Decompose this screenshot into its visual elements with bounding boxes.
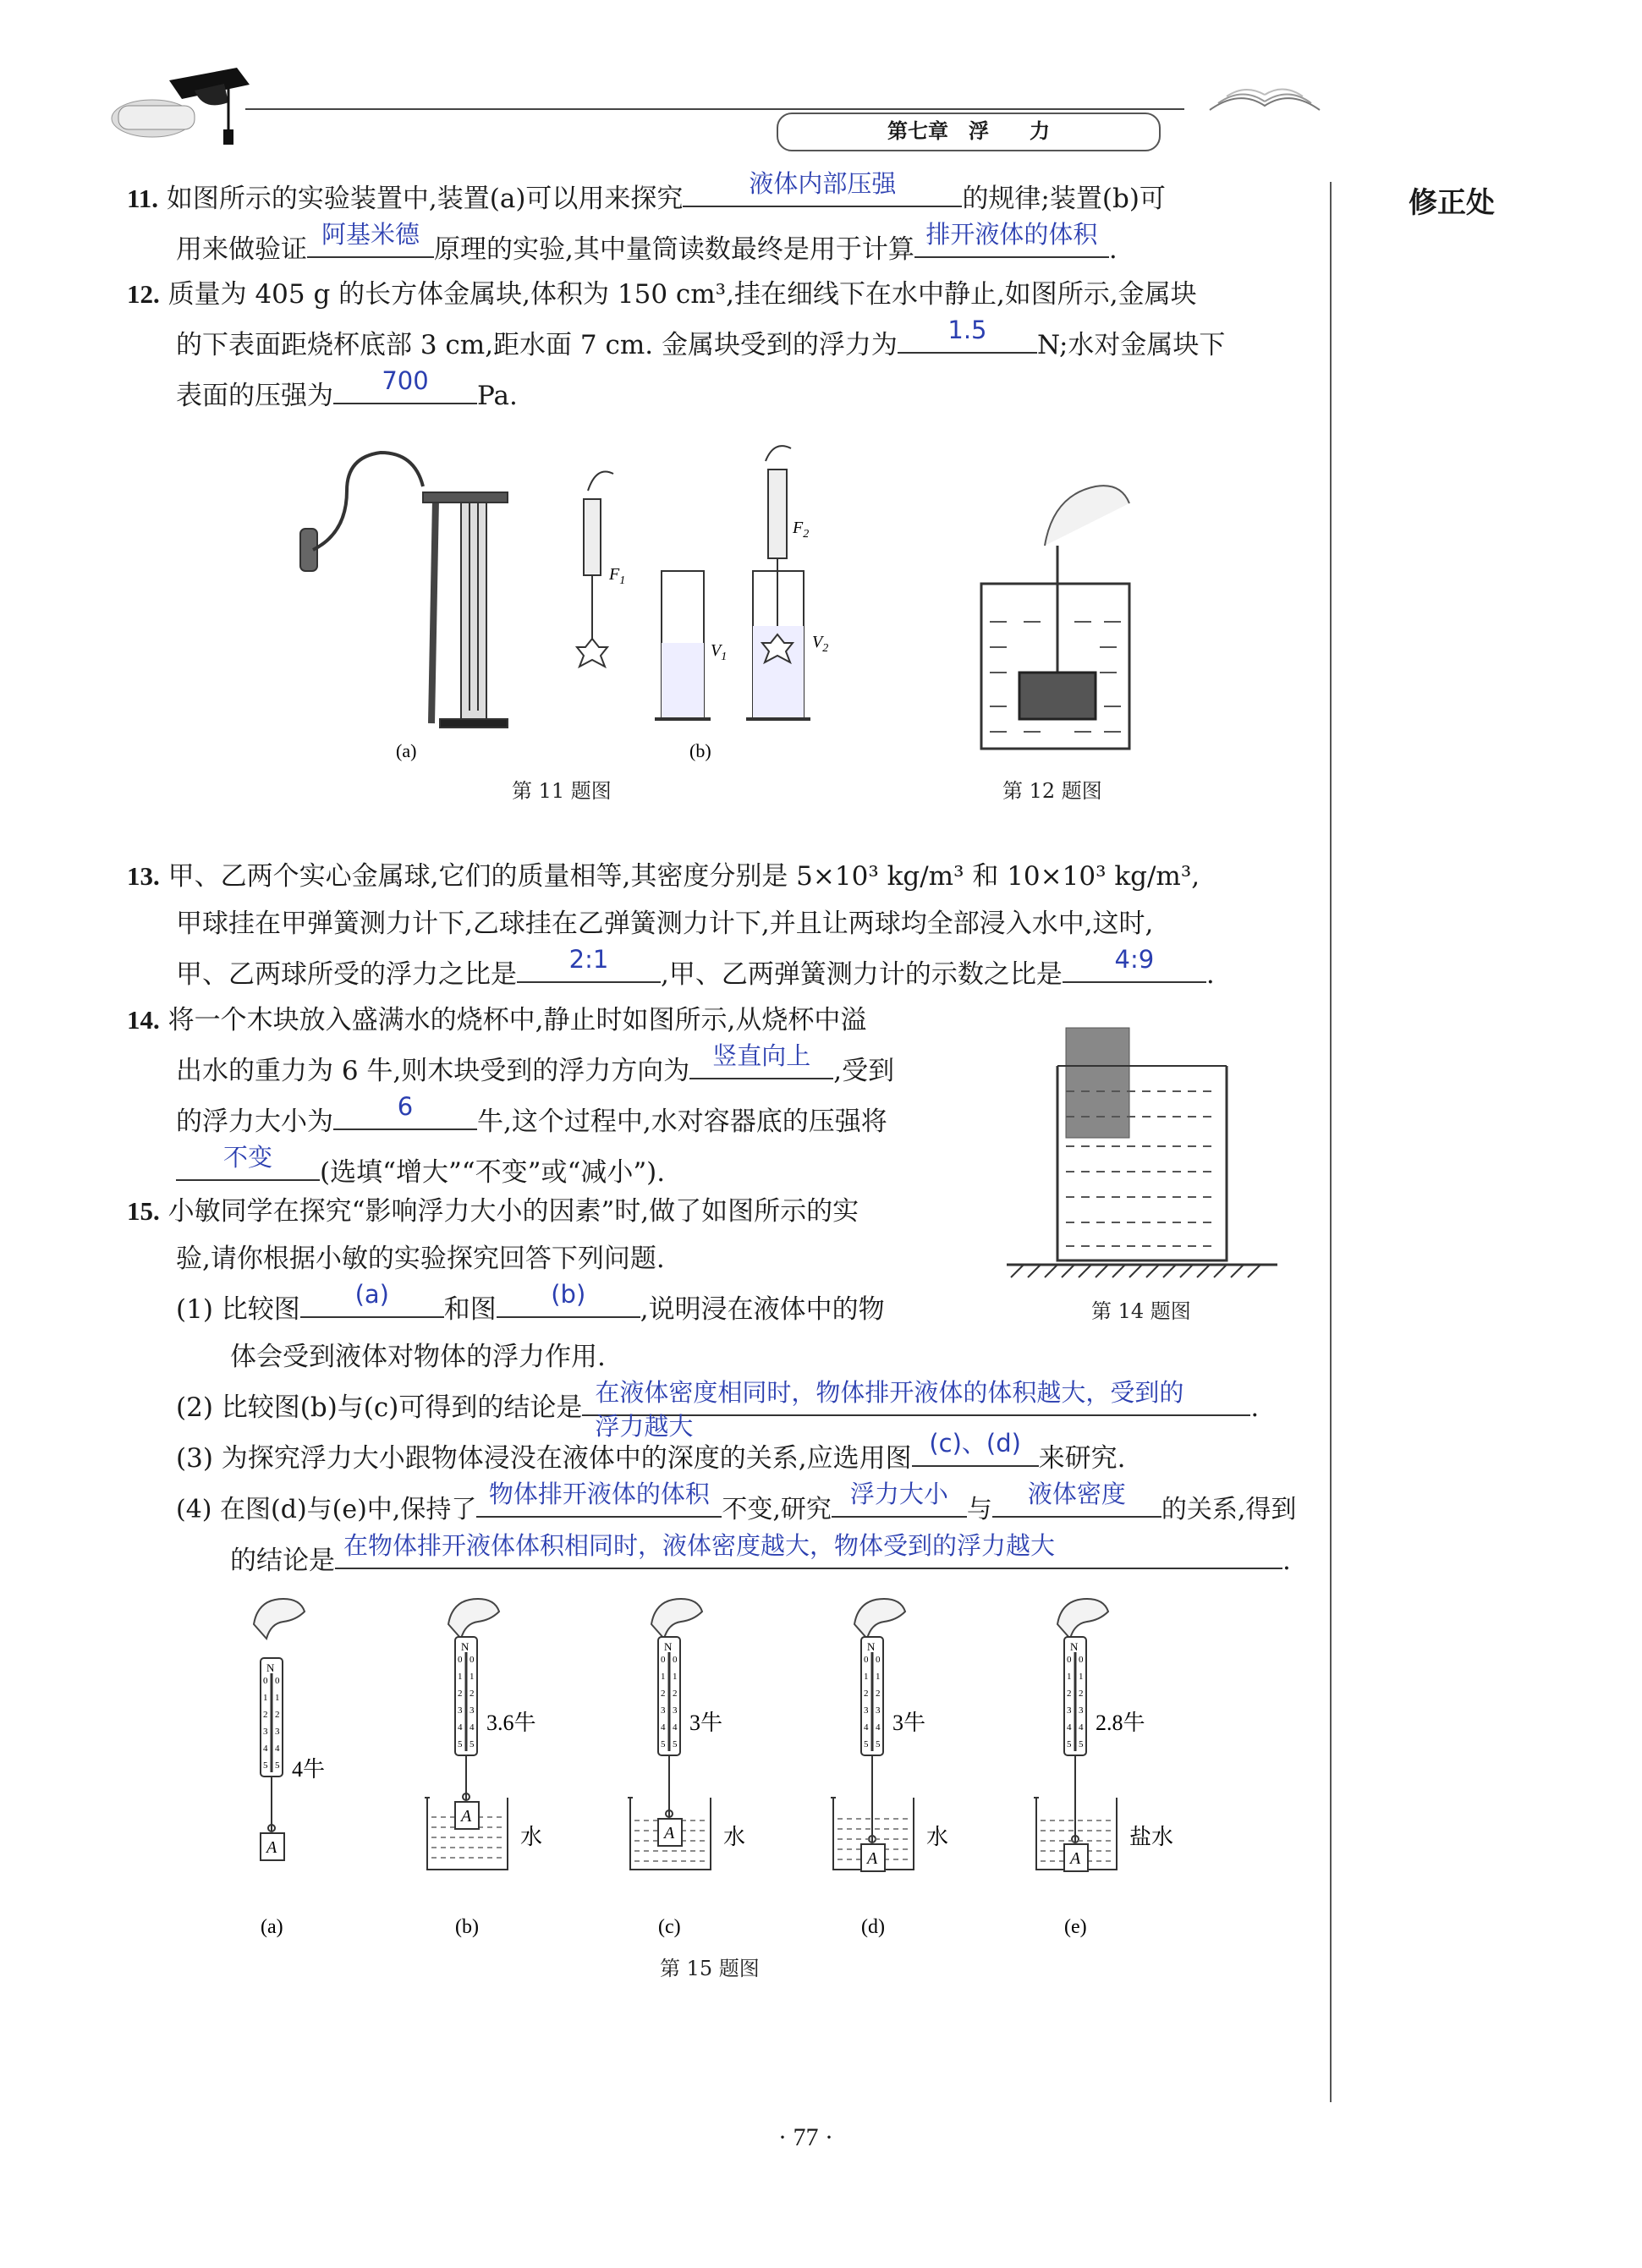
question-14: 14. 将一个木块放入盛满水的烧杯中,静止时如图所示,从烧杯中溢 出水的重力为 6 牛,则木块受到的浮力方向为 竖直向上 ,受到 的浮力大小为 6 牛,这个过程中,水对容器底的压强将 不变 (选填“增大”“不变”或“减小”). [127,1005,895,1188]
block-label: A [461,1807,472,1826]
scale-tick-label: 5 [673,1739,678,1749]
scale-tick-label: 2 [275,1710,280,1720]
scale-reading: 2.8牛 [1096,1711,1145,1735]
scale-tick-label: 5 [876,1739,881,1749]
experiment-panel-a [254,1599,325,1938]
scale-tick-label: 3 [275,1727,280,1737]
liquid-label: 水 [926,1825,949,1849]
wood-block [1066,1028,1129,1138]
spring-scale-f1 [577,472,613,667]
scale-tick-label: 0 [1079,1655,1084,1665]
answer-blank[interactable]: 4:9 [1063,947,1206,983]
scale-tick-label: 4 [470,1722,475,1733]
scale-tick-label: 0 [263,1676,268,1686]
answer-blank[interactable]: 在物体排开液体体积相同时，液体密度越大，物体受到的浮力越大 [335,1534,1282,1569]
liquid-label: 水 [520,1825,543,1849]
margin-title: 修正处 [1409,186,1495,220]
answer-blank[interactable]: 2:1 [517,947,661,983]
question-number: 11. [127,184,159,213]
scale-tick-label: 5 [458,1739,463,1749]
scale-tick-label: 1 [1067,1672,1072,1682]
scale-tick-label: 1 [275,1693,280,1703]
scale-tick-label: 4 [275,1744,280,1754]
figure-15 [220,1590,1235,1946]
scale-tick-label: 3 [876,1705,881,1716]
block-label: A [266,1838,277,1857]
scale-tick-label: 5 [263,1760,268,1771]
scale-tick-label: 5 [1067,1739,1072,1749]
answer-blank[interactable]: 700 [333,369,477,404]
scale-tick-label: 3 [1067,1705,1072,1716]
scale-tick-label: 4 [458,1722,463,1733]
scale-tick-label: 0 [661,1655,666,1665]
answer-blank[interactable]: 6 [333,1095,477,1130]
chapter-title-box [777,113,1161,151]
answer-blank[interactable]: (a) [300,1282,444,1318]
scale-reading: 3牛 [689,1711,723,1735]
scale-tick-label: 1 [661,1672,666,1682]
header-book-icon [1201,68,1328,118]
scale-unit-label: N [664,1640,673,1653]
hand-icon [448,1599,499,1639]
scale-tick-label: 1 [470,1672,475,1682]
scale-tick-label: 4 [673,1722,678,1733]
experiment-panel-e [1034,1599,1173,1938]
manometer [300,453,508,728]
scale-unit-label: N [867,1640,876,1653]
figure-12-caption: 第 12 题图 [1002,779,1102,803]
chapter-title: 第七章 浮 力 [887,118,1050,143]
metal-block [1019,673,1096,719]
scale-unit-label: N [266,1661,275,1674]
margin-divider [1330,182,1332,2102]
scale-tick-label: 5 [1079,1739,1084,1749]
scale-reading: 4牛 [292,1757,326,1782]
answer-blank[interactable]: 排开液体的体积 [914,222,1109,258]
figure-15-caption: 第 15 题图 [660,1957,760,1980]
question-15: 15. 小敏同学在探究“影响浮力大小的因素”时,做了如图所示的实 验,请你根据小敏的实验探究回答下列问题. (1) 比较图 (a) 和图 (b) ,说明浸在液体中的物 体会受到液体对物体的浮力作用. (2) 比较图(b)与(c)可得到的结论是 在液体密度相同时，物体排开液体的体积越大，受到的 浮力越大 . (3) 为探究浮力大小跟物体浸没在液体中的深度的关系,应选用图 (c)、(d) 来研究. (4) 在图(d)与(e)中,保持了 物体排开液体的体积 不变,研究 浮力大小 与 液体密度 的关系,得到 的结论是 在物体排开液体体积相同时，液体密度越大，物体受到的浮力越大 . [127,1196,1297,1576]
figure-11-drawing [296,440,837,812]
hand-icon [651,1599,702,1639]
scale-tick-label: 3 [864,1705,869,1716]
panel-label: (d) [861,1916,885,1938]
figure-14-caption: 第 14 题图 [1091,1299,1191,1323]
scale-reading: 3牛 [892,1711,926,1735]
scale-tick-label: 0 [876,1655,881,1665]
scale-tick-label: 2 [470,1689,475,1699]
experiment-panel-d [831,1599,948,1938]
scale-tick-label: 4 [1067,1722,1072,1733]
hand-icon [1057,1599,1108,1639]
scale-tick-label: 1 [1079,1672,1084,1682]
figure-11 [296,440,837,812]
question-number: 15. [127,1196,160,1226]
answer-blank[interactable]: (c)、(d) [912,1431,1039,1467]
question-number: 13. [127,861,160,891]
label-a: (a) [396,740,417,761]
scale-tick-label: 3 [470,1705,475,1716]
scale-tick-label: 3 [1079,1705,1084,1716]
block-label: A [867,1849,878,1868]
scale-tick-label: 5 [275,1760,280,1771]
graduated-cylinder-v2 [746,446,810,719]
answer-blank[interactable]: (b) [497,1282,640,1318]
scale-tick-label: 0 [470,1655,475,1665]
answer-blank[interactable]: 1.5 [898,318,1037,354]
scale-tick-label: 4 [263,1744,268,1754]
liquid-label: 水 [723,1825,746,1849]
answer-blank[interactable]: 竖直向上 [689,1044,833,1079]
svg-text:V1: $V_1$ [711,641,728,663]
scale-reading: 3.6牛 [486,1711,536,1735]
scale-tick-label: 2 [263,1710,268,1720]
scale-tick-label: 2 [458,1689,463,1699]
answer-blank[interactable]: 液体内部压强 [683,172,962,207]
scale-tick-label: 2 [661,1689,666,1699]
scale-tick-label: 5 [864,1739,869,1749]
block-label: A [664,1824,675,1842]
scale-tick-label: 3 [263,1727,268,1737]
scale-tick-label: 2 [673,1689,678,1699]
liquid-label: 盐水 [1129,1825,1174,1849]
scale-tick-label: 1 [673,1672,678,1682]
answer-blank[interactable]: 物体排开液体的体积 [476,1482,722,1518]
question-11: 11. 如图所示的实验装置中,装置(a)可以用来探究 液体内部压强 的规律;装置(b)可 用来做验证 阿基米德 原理的实验,其中量筒读数最终是用于计算 排开液体的体积 . [127,169,1166,265]
hand-icon [854,1599,905,1639]
panel-label: (b) [455,1916,479,1938]
question-13: 13. 甲、乙两个实心金属球,它们的质量相等,其密度分别是 5×10³ kg/m³ 和 10×10³ kg/m³, 甲球挂在甲弹簧测力计下,乙球挂在乙弹簧测力计下,并且让两球均全部浸入水中,这时, 甲、乙两球所受的浮力之比是 2:1 ,甲、乙两弹簧测力计的示数之比是 4:9 . [127,861,1215,990]
graduated-cylinder-v1 [655,571,711,719]
scale-tick-label: 3 [673,1705,678,1716]
answer-blank[interactable]: 阿基米德 [307,222,434,258]
figure-12 [973,478,1193,766]
scale-tick-label: 2 [876,1689,881,1699]
header-logo [102,47,262,148]
panel-label: (c) [658,1916,681,1938]
answer-blank[interactable]: 浮力大小 [832,1482,967,1518]
scale-unit-label: N [1070,1640,1079,1653]
scale-tick-label: 5 [470,1739,475,1749]
scale-tick-label: 0 [864,1655,869,1665]
scale-tick-label: 4 [1079,1722,1084,1733]
panel-label: (a) [261,1916,283,1938]
experiment-panel-c [628,1599,745,1938]
scale-tick-label: 1 [263,1693,268,1703]
label-b: (b) [689,740,711,761]
experiment-panel-b [425,1599,542,1938]
svg-text:F1: $F_1$ [609,565,626,587]
page-number: · 77 · [778,2123,833,2151]
answer-blank[interactable]: 不变 [176,1145,320,1181]
svg-text:F2: $F_2$ [793,519,810,541]
figure-11-caption: 第 11 题图 [512,779,612,803]
scale-tick-label: 0 [1067,1655,1072,1665]
figure-15-drawing [220,1590,1235,1946]
scale-tick-label: 1 [864,1672,869,1682]
scale-tick-label: 2 [1067,1689,1072,1699]
header-rule [245,108,1184,110]
answer-blank[interactable]: 液体密度 [992,1482,1161,1518]
scale-tick-label: 4 [661,1722,666,1733]
scale-tick-label: 2 [864,1689,869,1699]
scale-tick-label: 0 [673,1655,678,1665]
answer-blank[interactable]: 在液体密度相同时，物体排开液体的体积越大，受到的 浮力越大 [582,1381,1250,1416]
scale-tick-label: 3 [661,1705,666,1716]
scale-tick-label: 4 [864,1722,869,1733]
block-label: A [1070,1849,1081,1868]
scale-tick-label: 0 [275,1676,280,1686]
question-12: 12. 质量为 405 g 的长方体金属块,体积为 150 cm³,挂在细线下在水中静止,如图所示,金属块 的下表面距烧杯底部 3 cm,距水面 7 cm. 金属块受到的浮力为 1.5 N;水对金属块下 表面的压强为 700 Pa. [127,279,1226,411]
scale-tick-label: 4 [876,1722,881,1733]
panel-label: (e) [1064,1916,1087,1938]
question-number: 12. [127,279,160,309]
svg-text:V2: $V_2$ [812,633,829,655]
scale-tick-label: 3 [458,1705,463,1716]
scale-tick-label: 2 [1079,1689,1084,1699]
scale-tick-label: 1 [876,1672,881,1682]
scale-tick-label: 1 [458,1672,463,1682]
question-number: 14. [127,1005,160,1035]
scale-tick-label: 5 [661,1739,666,1749]
hand-icon [254,1599,305,1639]
scale-unit-label: N [461,1640,470,1653]
scale-tick-label: 0 [458,1655,463,1665]
